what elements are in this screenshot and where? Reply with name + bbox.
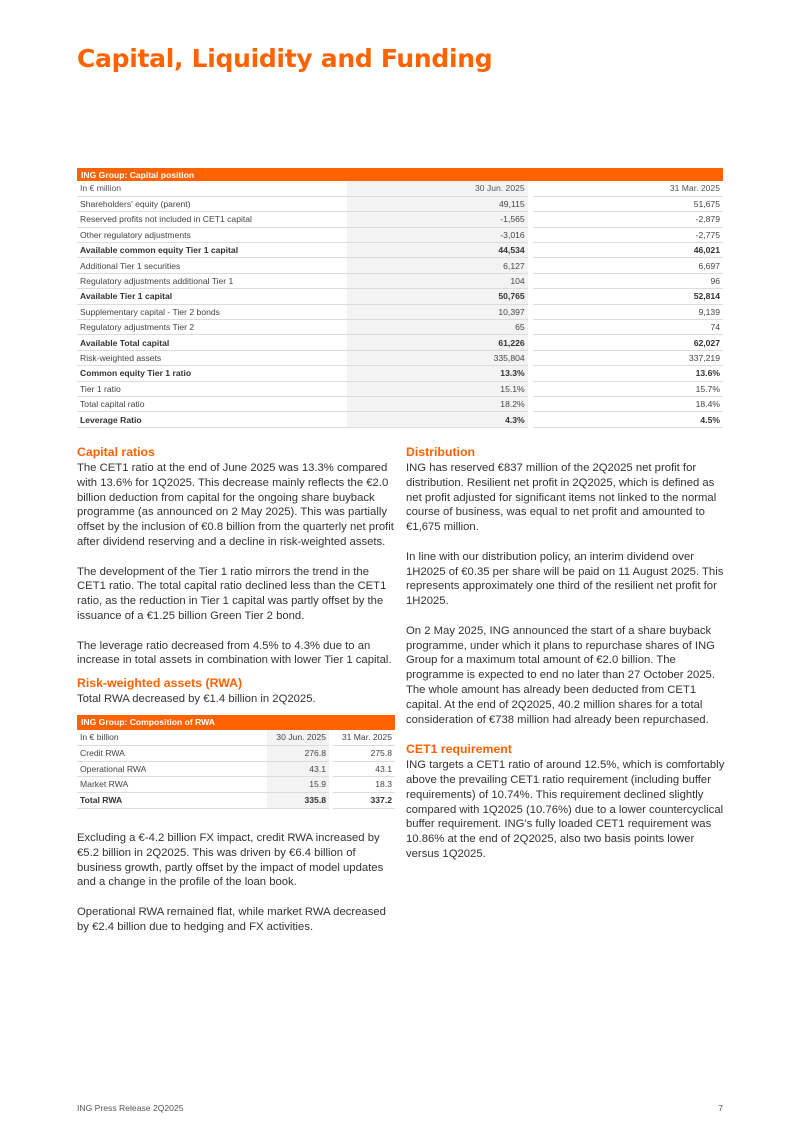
row-value-previous: 18.4% xyxy=(533,396,723,411)
distribution-paragraph-3: On 2 May 2025, ING announced the start of a share buyback programme, under which it plans to repurchase shares of ING Group for a maximum total amount of €2.0 billion. The programme is expected to end no later than 27 October 2025. The whole amount has already been deducted from CET1 capital. At the end of 2Q2025, 40.2 million shares for a total consideration of €738 million had already been repurchased. xyxy=(406,624,715,726)
row-value-previous: 18.3 xyxy=(333,777,395,793)
rwa-table-column-header xyxy=(77,730,395,746)
row-label: Market RWA xyxy=(77,777,267,793)
row-label: Regulatory adjustments Tier 2 xyxy=(77,320,347,335)
row-value-current: 61,226 xyxy=(347,335,527,350)
row-value-previous: 4.5% xyxy=(533,412,723,427)
capital-ratios-paragraph-3: The leverage ratio decreased from 4.5% to 4.3% due to an increase in total assets in combination with lower Tier 1 capital. xyxy=(77,639,392,667)
row-value-previous: 96 xyxy=(533,273,723,288)
row-value-previous: 337,219 xyxy=(533,350,723,365)
table-row xyxy=(77,227,723,242)
capital-table-unit: In € million xyxy=(77,181,347,196)
rwa-composition-table xyxy=(77,715,395,809)
row-value-previous: 43.1 xyxy=(333,761,395,777)
table-row xyxy=(77,366,723,381)
row-label: Available Total capital xyxy=(77,335,347,350)
row-value-current: -3,016 xyxy=(347,227,527,242)
row-value-current: 15.1% xyxy=(347,381,527,396)
row-value-current: 49,115 xyxy=(347,196,527,211)
row-value-current: 44,534 xyxy=(347,243,527,258)
row-label: Risk-weighted assets xyxy=(77,350,347,365)
row-label: Shareholders' equity (parent) xyxy=(77,196,347,211)
row-value-previous: 46,021 xyxy=(533,243,723,258)
row-value-current: 18.2% xyxy=(347,396,527,411)
capital-ratios-paragraph-2: The development of the Tier 1 ratio mirrors the trend in the CET1 ratio. The total capital ratio declined less than the CET1 ratio, as the reduction in Tier 1 capital was partly offset by the issuance of a €1.25 billion Green Tier 2 bond. xyxy=(77,565,387,622)
table-row xyxy=(77,381,723,396)
row-value-previous: 15.7% xyxy=(533,381,723,396)
row-label: Leverage Ratio xyxy=(77,412,347,427)
row-value-previous: 52,814 xyxy=(533,289,723,304)
row-value-current: 10,397 xyxy=(347,304,527,319)
table-row xyxy=(77,196,723,211)
row-value-current: -1,565 xyxy=(347,212,527,227)
capital-table-column-header xyxy=(77,181,723,196)
row-value-previous: -2,775 xyxy=(533,227,723,242)
row-label: Supplementary capital - Tier 2 bonds xyxy=(77,304,347,319)
table-row xyxy=(77,212,723,227)
right-column xyxy=(406,445,726,877)
table-row xyxy=(77,350,723,365)
row-value-previous: 337.2 xyxy=(333,793,395,809)
table-row xyxy=(77,793,395,809)
row-label: Tier 1 ratio xyxy=(77,381,347,396)
rwa-table-unit: In € billion xyxy=(77,730,267,746)
row-value-current: 276.8 xyxy=(267,745,329,761)
row-value-previous: -2,879 xyxy=(533,212,723,227)
capital-ratios-paragraph-1: The CET1 ratio at the end of June 2025 was 13.3% compared with 13.6% for 1Q2025. This decrease mainly reflects the €2.0 billion deduction from capital for the ongoing share buyback programme (as announced on 2 May 2025). This was partially offset by the inclusion of €0.8 billion from the quarterly net profit after dividend reserving and a decline in risk-weighted assets. xyxy=(77,462,394,548)
row-label: Other regulatory adjustments xyxy=(77,227,347,242)
rwa-table-col1: 30 Jun. 2025 xyxy=(267,730,329,746)
rwa-paragraph-3: Operational RWA remained flat, while market RWA decreased by €2.4 billion due to hedging and FX activities. xyxy=(77,906,386,933)
row-value-previous: 6,697 xyxy=(533,258,723,273)
row-value-current: 43.1 xyxy=(267,761,329,777)
distribution-paragraph-2: In line with our distribution policy, an interim dividend over 1H2025 of €0.35 per share will be paid on 11 August 2025. This represents approximately one third of the resilient net profit for 1H2025. xyxy=(406,550,724,608)
row-value-current: 15.9 xyxy=(267,777,329,793)
row-label: Available Tier 1 capital xyxy=(77,289,347,304)
row-value-current: 65 xyxy=(347,320,527,335)
capital-ratios-heading: Capital ratios xyxy=(77,445,155,459)
row-value-current: 104 xyxy=(347,273,527,288)
row-value-current: 4.3% xyxy=(347,412,527,427)
row-value-current: 6,127 xyxy=(347,258,527,273)
table-row xyxy=(77,258,723,273)
table-row xyxy=(77,335,723,350)
capital-position-table xyxy=(77,168,723,428)
distribution-heading: Distribution xyxy=(406,445,475,459)
rwa-table-title: ING Group: Composition of RWA xyxy=(77,715,395,730)
table-row xyxy=(77,745,395,761)
row-label: Total RWA xyxy=(77,793,267,809)
cet1-requirement-paragraph: ING targets a CET1 ratio of around 12.5%, which is comfortably above the prevailing CET1 ratio requirement (including buffer requirements) of 10.74%. This requirement declined slightly compared with 1Q2025 (10.76%) due to a lower countercyclical buffer requirement. ING's fully loaded CET1 requirement was 10.86% at the end of 2Q2025, also two basis points lower versus 1Q2025. xyxy=(406,759,725,860)
row-value-current: 335,804 xyxy=(347,350,527,365)
rwa-paragraph-2: Excluding a €-4.2 billion FX impact, credit RWA increased by €5.2 billion in 2Q2025. This was driven by €6.4 billion of business growth, partly offset by the impact of model updates and a change in the profile of the loan book. xyxy=(77,832,384,889)
row-label: Common equity Tier 1 ratio xyxy=(77,366,347,381)
row-value-previous: 74 xyxy=(533,320,723,335)
row-value-current: 50,765 xyxy=(347,289,527,304)
table-row xyxy=(77,243,723,258)
row-value-previous: 13.6% xyxy=(533,366,723,381)
table-row xyxy=(77,289,723,304)
table-row xyxy=(77,304,723,319)
row-label: Total capital ratio xyxy=(77,396,347,411)
capital-table-title: ING Group: Capital position xyxy=(77,168,723,181)
capital-table-col1: 30 Jun. 2025 xyxy=(347,181,527,196)
capital-table-col2: 31 Mar. 2025 xyxy=(533,181,723,196)
rwa-heading: Risk-weighted assets (RWA) xyxy=(77,676,243,691)
row-value-previous: 51,675 xyxy=(533,196,723,211)
table-row xyxy=(77,273,723,288)
row-value-current: 335.8 xyxy=(267,793,329,809)
row-label: Additional Tier 1 securities xyxy=(77,258,347,273)
left-column xyxy=(77,445,397,949)
cet1-requirement-heading: CET1 requirement xyxy=(406,742,512,757)
table-row xyxy=(77,777,395,793)
row-label: Reserved profits not included in CET1 capital xyxy=(77,212,347,227)
row-value-previous: 275.8 xyxy=(333,745,395,761)
row-label: Operational RWA xyxy=(77,761,267,777)
rwa-table-col2: 31 Mar. 2025 xyxy=(333,730,395,746)
page-number: 7 xyxy=(718,1103,723,1113)
distribution-paragraph-1: ING has reserved €837 million of the 2Q2025 net profit for distribution. Resilient net profit in 2Q2025, which is defined as net profit adjusted for significant items not linked to the normal course of business, was equal to net profit and amounted to €1,675 million. xyxy=(406,462,717,534)
row-label: Credit RWA xyxy=(77,745,267,761)
table-row xyxy=(77,412,723,427)
footer-publication: ING Press Release 2Q2025 xyxy=(77,1103,184,1113)
rwa-paragraph-1: Total RWA decreased by €1.4 billion in 2Q2025. xyxy=(77,693,316,706)
row-value-current: 13.3% xyxy=(347,366,527,381)
page-title: Capital, Liquidity and Funding xyxy=(77,44,493,73)
table-row xyxy=(77,396,723,411)
row-value-previous: 62,027 xyxy=(533,335,723,350)
row-label: Regulatory adjustments additional Tier 1 xyxy=(77,273,347,288)
row-value-previous: 9,139 xyxy=(533,304,723,319)
table-row xyxy=(77,761,395,777)
row-label: Available common equity Tier 1 capital xyxy=(77,243,347,258)
table-row xyxy=(77,320,723,335)
